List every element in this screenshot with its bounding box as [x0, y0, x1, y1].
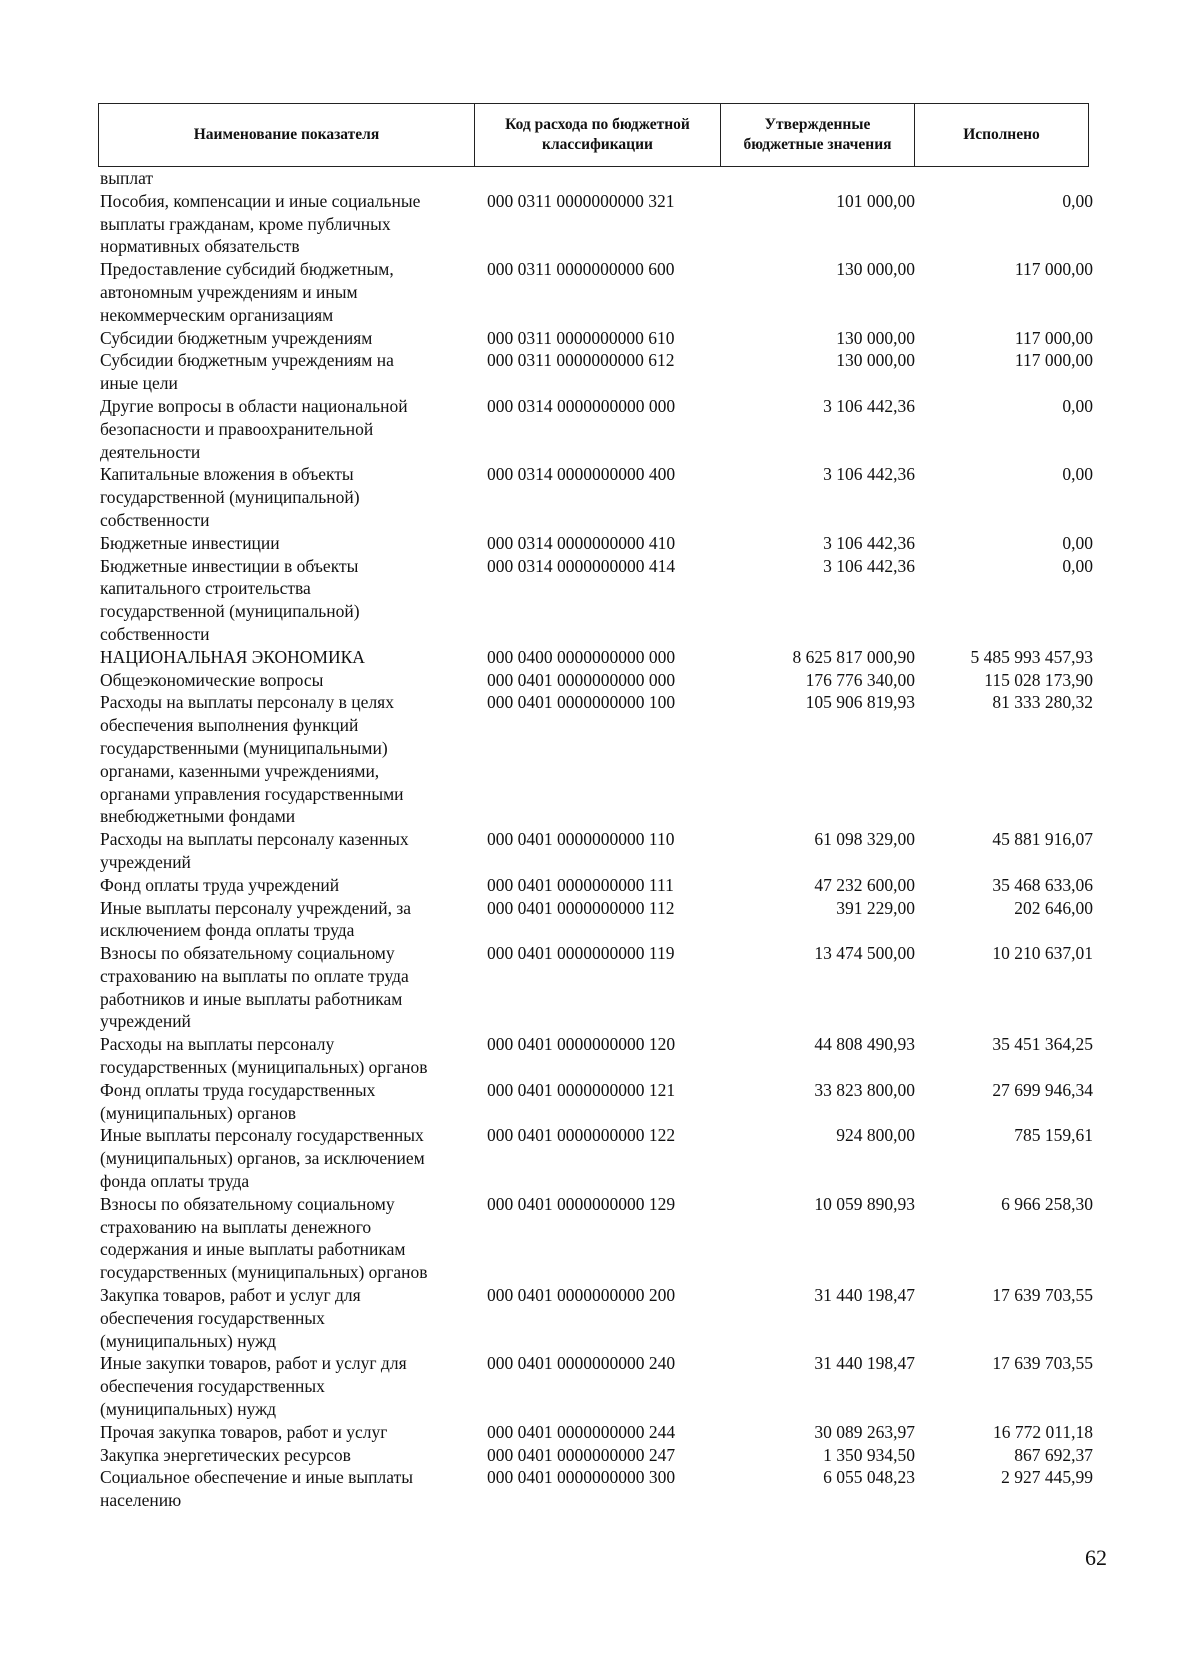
row-code: 000 0401 0000000000 000	[487, 669, 676, 690]
table-row	[98, 669, 1098, 692]
row-code: 000 0401 0000000000 120	[487, 1034, 676, 1055]
table-row	[98, 555, 1098, 646]
row-name	[98, 897, 473, 943]
row-executed: 0,00	[1062, 190, 1093, 211]
row-executed	[917, 167, 1093, 190]
row-name-text: Закупка товаров, работ и услуг для обеспечения государственных (муниципальных) нужд	[100, 1285, 361, 1351]
row-code: 000 0401 0000000000 122	[487, 1125, 676, 1146]
row-name	[98, 463, 473, 531]
row-approved: 6 055 048,23	[823, 1467, 915, 1488]
row-name-text: Фонд оплаты труда учреждений	[100, 874, 340, 895]
table-row	[98, 1124, 1098, 1192]
row-name-text: Субсидии бюджетным учреждениям на иные цели	[100, 350, 394, 394]
page-number: 62	[1085, 1545, 1107, 1570]
row-code: 000 0311 0000000000 600	[487, 259, 675, 280]
row-executed: 0,00	[1062, 532, 1093, 553]
row-name-text: Капитальные вложения в объекты государственной (муниципальной) собственности	[100, 464, 360, 530]
row-approved: 130 000,00	[836, 350, 915, 371]
header-executed-text: Исполнено	[963, 126, 1040, 143]
row-executed: 0,00	[1062, 464, 1093, 485]
row-executed: 867 692,37	[1014, 1444, 1093, 1465]
row-name-text: Иные выплаты персоналу учреждений, за исключением фонда оплаты труда	[100, 897, 412, 941]
row-name	[98, 1421, 473, 1444]
row-executed: 117 000,00	[1014, 350, 1093, 371]
table-row	[98, 1193, 1098, 1284]
table-header	[98, 103, 1089, 167]
row-approved: 924 800,00	[836, 1125, 915, 1146]
header-approved-text: Утвержденные бюджетные значения	[743, 116, 892, 153]
row-executed: 81 333 280,32	[992, 692, 1093, 713]
row-approved: 1 350 934,50	[823, 1444, 915, 1465]
row-name-text: Социальное обеспечение и иные выплаты населению	[100, 1467, 414, 1511]
row-executed: 117 000,00	[1014, 327, 1093, 348]
row-approved: 130 000,00	[836, 259, 915, 280]
row-approved: 33 823 800,00	[814, 1079, 915, 1100]
row-executed: 17 639 703,55	[992, 1285, 1093, 1306]
row-name-text: Бюджетные инвестиции в объекты капитального строительства государственной (муниципальной) собственности	[100, 555, 360, 644]
row-code: 000 0401 0000000000 300	[487, 1467, 676, 1488]
row-name	[98, 942, 473, 1033]
row-name	[98, 874, 473, 897]
row-approved: 3 106 442,36	[823, 555, 915, 576]
row-executed: 35 451 364,25	[992, 1034, 1093, 1055]
row-code: 000 0401 0000000000 111	[487, 874, 674, 895]
row-name-text: НАЦИОНАЛЬНАЯ ЭКОНОМИКА	[100, 646, 365, 667]
row-name	[98, 555, 473, 646]
row-executed: 202 646,00	[1014, 897, 1093, 918]
row-approved: 130 000,00	[836, 327, 915, 348]
row-name-text: Другие вопросы в области национальной безопасности и правоохранительной деятельности	[100, 395, 408, 462]
table-row	[98, 1421, 1098, 1444]
row-approved: 13 474 500,00	[814, 943, 915, 964]
row-name-text: Фонд оплаты труда государственных (муниципальных) органов	[100, 1079, 376, 1123]
row-executed: 2 927 445,99	[1001, 1467, 1093, 1488]
row-name-text: Иные закупки товаров, работ и услуг для обеспечения государственных (муниципальных) нужд	[100, 1353, 407, 1420]
row-executed: 5 485 993 457,93	[970, 646, 1093, 667]
row-approved: 44 808 490,93	[814, 1034, 915, 1055]
table-row	[98, 258, 1098, 326]
row-name	[98, 1193, 473, 1284]
row-code: 000 0314 0000000000 400	[487, 464, 676, 485]
row-code: 000 0401 0000000000 100	[487, 692, 676, 713]
row-executed: 6 966 258,30	[1001, 1193, 1093, 1214]
row-name	[98, 532, 473, 555]
row-approved: 8 625 817 000,90	[792, 646, 915, 667]
row-code: 000 0314 0000000000 000	[487, 395, 676, 416]
table-row	[98, 190, 1098, 258]
table-row	[98, 1033, 1098, 1079]
row-name-text: Иные выплаты персоналу государственных (муниципальных) органов, за исключением фонда оплаты труда	[100, 1125, 425, 1192]
row-approved: 3 106 442,36	[823, 464, 915, 485]
row-name	[98, 349, 473, 395]
table-row	[98, 395, 1098, 463]
row-approved: 61 098 329,00	[814, 829, 915, 850]
table-row	[98, 1284, 1098, 1352]
row-executed: 785 159,61	[1014, 1125, 1093, 1146]
row-approved: 31 440 198,47	[814, 1285, 915, 1306]
row-name-text: Взносы по обязательному социальному страхованию на выплаты по оплате труда работников и иные выплаты работникам учреждений	[100, 943, 409, 1032]
row-name-text: Субсидии бюджетным учреждениям	[100, 327, 373, 348]
row-executed: 10 210 637,01	[992, 943, 1093, 964]
header-name	[99, 104, 474, 166]
row-code	[473, 167, 719, 190]
table-row	[98, 532, 1098, 555]
row-name-text: Закупка энергетических ресурсов	[100, 1444, 351, 1465]
row-name	[98, 1352, 473, 1420]
row-executed: 45 881 916,07	[992, 829, 1093, 850]
row-name-text: Расходы на выплаты персоналу государственных (муниципальных) органов	[100, 1034, 428, 1078]
table-row	[98, 349, 1098, 395]
row-code: 000 0401 0000000000 112	[487, 897, 675, 918]
row-code: 000 0401 0000000000 110	[487, 829, 675, 850]
row-name-text: выплат	[100, 168, 154, 188]
table-row	[98, 897, 1098, 943]
row-code: 000 0401 0000000000 244	[487, 1421, 676, 1442]
header-code-text: Код расхода по бюджетной классификации	[505, 116, 690, 153]
row-code: 000 0400 0000000000 000	[487, 646, 676, 667]
row-name	[98, 190, 473, 258]
row-executed: 0,00	[1062, 395, 1093, 416]
row-name-text: Расходы на выплаты персоналу казенных учреждений	[100, 829, 409, 872]
row-code: 000 0401 0000000000 247	[487, 1444, 676, 1465]
header-approved	[720, 104, 914, 166]
table-row	[98, 828, 1098, 874]
row-code: 000 0311 0000000000 610	[487, 327, 675, 348]
row-code: 000 0314 0000000000 414	[487, 555, 676, 576]
table-row	[98, 1352, 1098, 1420]
row-executed: 0,00	[1062, 555, 1093, 576]
table-row	[98, 942, 1098, 1033]
row-code: 000 0311 0000000000 612	[487, 350, 675, 371]
table-row	[98, 167, 1098, 190]
row-approved: 101 000,00	[836, 190, 915, 211]
row-code: 000 0401 0000000000 121	[487, 1079, 676, 1100]
row-name-text: Прочая закупка товаров, работ и услуг	[100, 1421, 388, 1442]
row-executed: 17 639 703,55	[992, 1353, 1093, 1374]
row-name	[98, 691, 473, 828]
row-approved: 31 440 198,47	[814, 1353, 915, 1374]
row-executed: 35 468 633,06	[992, 874, 1093, 895]
row-code: 000 0401 0000000000 240	[487, 1353, 676, 1374]
row-name	[98, 646, 473, 669]
table-row	[98, 1444, 1098, 1467]
row-name	[98, 1124, 473, 1192]
row-name	[98, 828, 473, 874]
row-name-text: Пособия, компенсации и иные социальные выплаты гражданам, кроме публичных нормативных обязательств	[100, 190, 421, 257]
table-row	[98, 327, 1098, 350]
header-code	[474, 104, 720, 166]
row-name-text: Бюджетные инвестиции	[100, 532, 280, 553]
row-approved	[719, 167, 917, 190]
row-executed: 115 028 173,90	[984, 669, 1093, 690]
row-name-text: Предоставление субсидий бюджетным, автономным учреждениям и иным некоммерческим организациям	[100, 259, 394, 325]
row-name	[98, 1033, 473, 1079]
row-executed: 16 772 011,18	[993, 1421, 1093, 1442]
row-name	[98, 1284, 473, 1352]
row-approved: 47 232 600,00	[814, 874, 915, 895]
row-approved: 10 059 890,93	[814, 1193, 915, 1214]
row-approved: 3 106 442,36	[823, 532, 915, 553]
table-row	[98, 874, 1098, 897]
row-code: 000 0314 0000000000 410	[487, 532, 676, 553]
row-code: 000 0311 0000000000 321	[487, 190, 675, 211]
row-executed: 27 699 946,34	[992, 1079, 1093, 1100]
row-code: 000 0401 0000000000 200	[487, 1285, 676, 1306]
row-approved: 391 229,00	[836, 897, 915, 918]
row-name	[98, 1079, 473, 1125]
row-name	[98, 1466, 473, 1512]
row-name-text: Расходы на выплаты персоналу в целях обеспечения выполнения функций государственными (муниципальными) органами, казенными учреждениями, органами управления государственными внебюджетными фондами	[100, 692, 404, 827]
table-row	[98, 646, 1098, 669]
row-approved: 105 906 819,93	[805, 692, 915, 713]
row-name	[98, 327, 473, 350]
table-row	[98, 691, 1098, 828]
header-executed	[914, 104, 1088, 166]
row-executed: 117 000,00	[1014, 259, 1093, 280]
row-approved: 30 089 263,97	[814, 1421, 915, 1442]
table-row	[98, 463, 1098, 531]
table-body	[98, 167, 1098, 1512]
row-code: 000 0401 0000000000 129	[487, 1193, 676, 1214]
row-name-text: Общеэкономические вопросы	[100, 669, 324, 690]
row-name	[98, 1444, 473, 1467]
row-name-text: Взносы по обязательному социальному страхованию на выплаты денежного содержания и иные выплаты работникам государственных (муниципальных) органов	[100, 1193, 428, 1283]
table-row	[98, 1079, 1098, 1125]
header-name-text: Наименование показателя	[193, 126, 380, 143]
row-code: 000 0401 0000000000 119	[487, 943, 675, 964]
table-row	[98, 1466, 1098, 1512]
row-name	[98, 395, 473, 463]
row-approved: 3 106 442,36	[823, 395, 915, 416]
row-name	[98, 167, 473, 190]
row-name	[98, 669, 473, 692]
row-approved: 176 776 340,00	[805, 669, 915, 690]
row-name	[98, 258, 473, 326]
